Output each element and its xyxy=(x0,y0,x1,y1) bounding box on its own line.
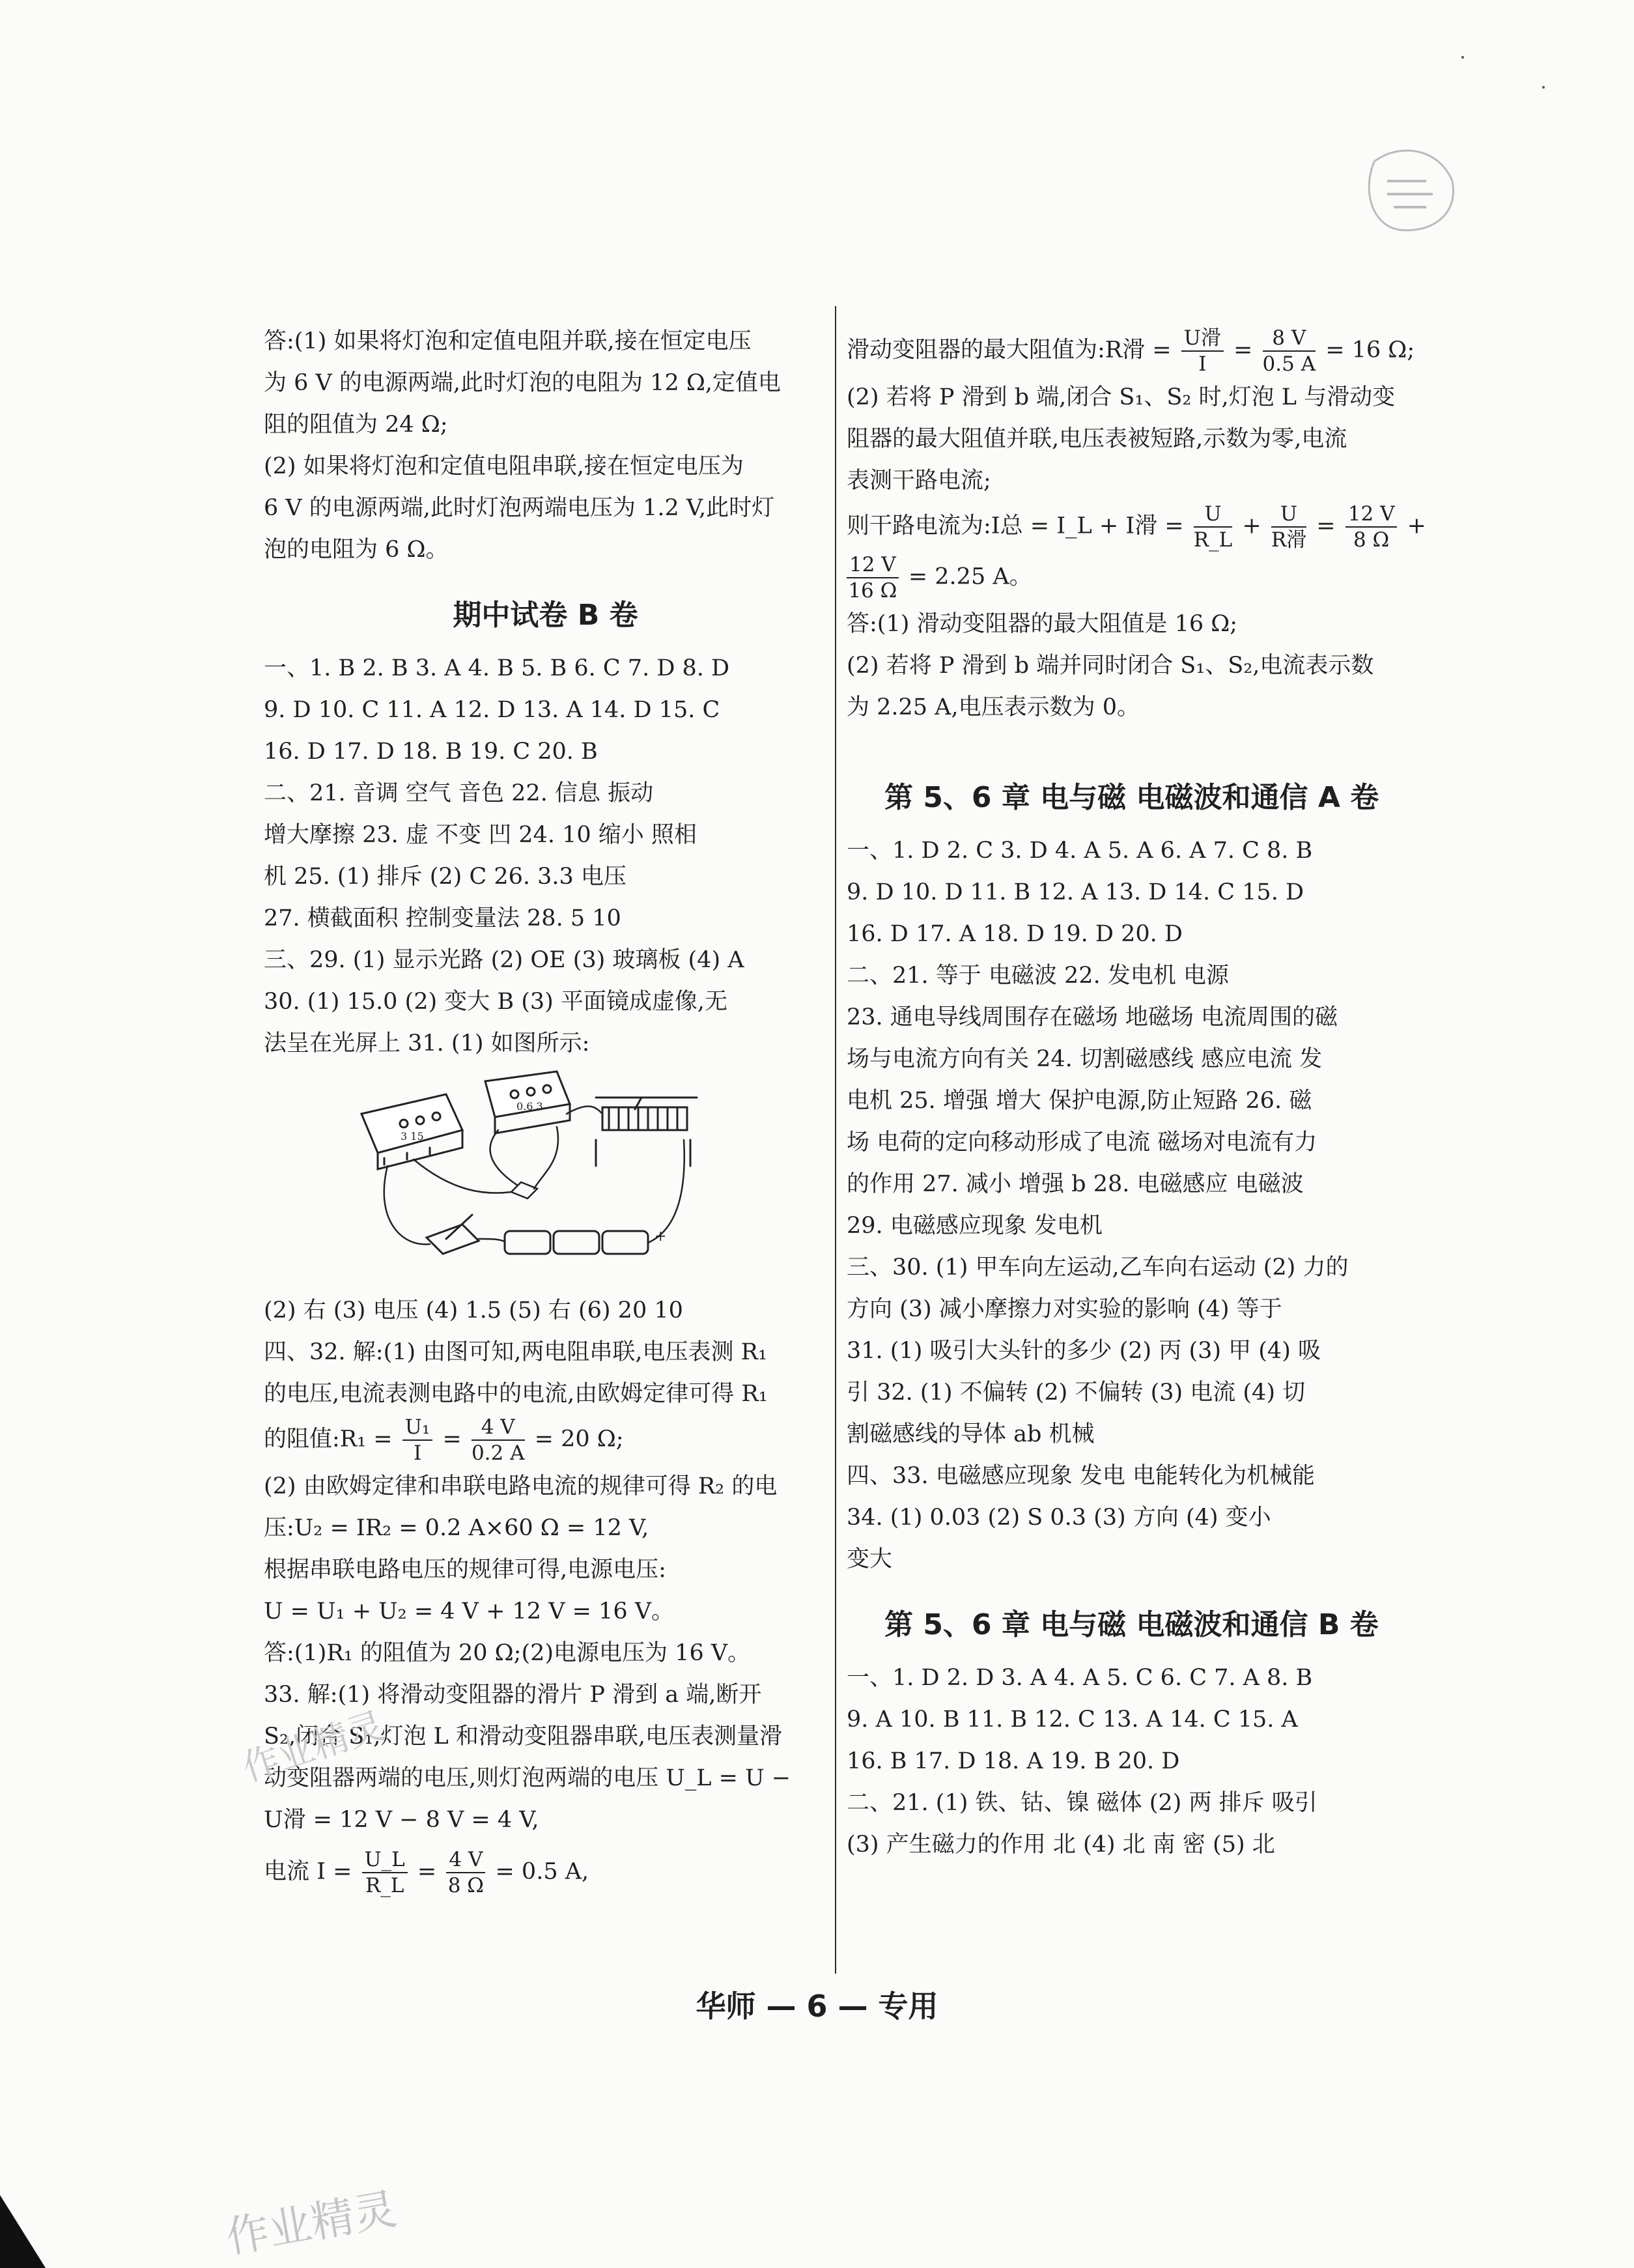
text-line: 四、32. 解:(1) 由图可知,两电阻串联,电压表测 R₁ xyxy=(264,1339,768,1365)
text-line: 割磁感线的导体 ab 机械 xyxy=(847,1421,1095,1447)
fraction: $\frac{U}{R\_L}$ xyxy=(1193,502,1233,552)
left-column xyxy=(264,320,827,1898)
text-line: 动变阻器两端的电压,则灯泡两端的电压 U_L = U − xyxy=(264,1765,791,1791)
fraction: $\frac{12 V}{8 \Omega}$ xyxy=(1345,502,1398,552)
fraction: U滑 I xyxy=(1181,326,1224,376)
text-line: U = U₁ + U₂ = 4 V + 12 V = 16 V。 xyxy=(264,1598,674,1624)
text-line: 27. 横截面积 控制变量法 28. 5 10 xyxy=(264,905,621,931)
scan-dot xyxy=(1461,56,1464,59)
text-line: 一、1. D 2. C 3. D 4. A 5. A 6. A 7. C 8. B xyxy=(847,838,1313,864)
text-line: 16. D 17. D 18. B 19. C 20. B xyxy=(264,739,598,765)
fraction: $\frac{12 V}{16 \Omega}$ xyxy=(847,552,899,603)
voltmeter-icon xyxy=(361,1094,462,1169)
rslide-formula-line: 滑动变阻器的最大阻值为:R滑 = U滑 I = $\frac{8 V}{0.5 A}$ = 16 Ω; xyxy=(847,326,1415,376)
text-line: 30. (1) 15.0 (2) 变大 B (3) 平面镜成虚像,无 xyxy=(264,989,728,1015)
text-line: 二、21. 等于 电磁波 22. 发电机 电源 xyxy=(847,963,1229,989)
text-line: 一、1. D 2. D 3. A 4. A 5. C 6. C 7. A 8. B xyxy=(847,1665,1313,1691)
text-line: 场与电流方向有关 24. 切割磁感线 感应电流 发 xyxy=(847,1046,1323,1072)
corner-mark-icon xyxy=(0,2182,52,2268)
fraction: $\frac{4 V}{8 \Omega}$ xyxy=(446,1847,485,1898)
r1-formula-line: 的阻值:R₁ = $\frac{\text{U₁}}{I}$ = $\frac{4 V}{0.2 A}$ = 20 Ω; xyxy=(264,1415,624,1465)
text-line: 二、21. 音调 空气 音色 22. 信息 振动 xyxy=(264,780,654,806)
text-line: 答:(1)R₁ 的阻值为 20 Ω;(2)电源电压为 16 V。 xyxy=(264,1640,751,1666)
text-line: 二、21. (1) 铁、钴、镍 磁体 (2) 两 排斥 吸引 xyxy=(847,1790,1317,1816)
text-line: 的电压,电流表测电路中的电流,由欧姆定律可得 R₁ xyxy=(264,1381,768,1407)
text-line: 16. D 17. A 18. D 19. D 20. D xyxy=(847,921,1183,947)
fraction: $\frac{4 V}{0.2 A}$ xyxy=(471,1415,525,1465)
chapter56-b-heading: 第 5、6 章 电与磁 电磁波和通信 B 卷 xyxy=(884,1608,1379,1641)
stamp-logo-icon xyxy=(1361,142,1459,240)
current-formula-line: 电流 I = $\frac{U\_L}{R\_L}$ = $\frac{4 V}{8 \Omega}$ = 0.5 A, xyxy=(264,1848,589,1897)
scan-dot xyxy=(1542,86,1545,89)
text-line: 阻的阻值为 24 Ω; xyxy=(264,412,448,438)
fraction: $\frac{U\_L}{R\_L}$ xyxy=(362,1847,408,1898)
left-solution-text-2 xyxy=(264,1466,827,1841)
text-line: 三、29. (1) 显示光路 (2) OE (3) 玻璃板 (4) A xyxy=(264,947,744,973)
fraction: U R滑 xyxy=(1271,502,1307,552)
total-current-formula-2: $\frac{12 V}{16 \Omega}$ = 2.25 A。 xyxy=(847,552,1430,603)
text-line: 答:(1) 如果将灯泡和定值电阻并联,接在恒定电压 xyxy=(264,328,752,354)
battery-icon xyxy=(505,1228,666,1254)
watermark-bottom: 作业精灵 xyxy=(222,2183,401,2263)
text-line: (2) 若将 P 滑到 b 端,闭合 S₁、S₂ 时,灯泡 L 与滑动变 xyxy=(847,384,1396,410)
left-solution-text xyxy=(264,1290,827,1415)
text-line: 9. A 10. B 11. B 12. C 13. A 14. C 15. A xyxy=(847,1707,1298,1733)
right-solution-text xyxy=(847,376,1430,502)
chapter56-a-heading: 第 5、6 章 电与磁 电磁波和通信 A 卷 xyxy=(884,781,1379,814)
text-line: (2) 由欧姆定律和串联电路电流的规律可得 R₂ 的电 xyxy=(264,1473,778,1499)
chapter56-a-answers xyxy=(847,830,1430,1580)
text-line: 31. (1) 吸引大头针的多少 (2) 丙 (3) 甲 (4) 吸 xyxy=(847,1338,1321,1364)
midterm-b-heading: 期中试卷 B 卷 xyxy=(453,599,638,632)
text-line: 为 2.25 A,电压表示数为 0。 xyxy=(847,694,1140,720)
text-line: 电机 25. 增强 增大 保护电源,防止短路 26. 磁 xyxy=(847,1088,1312,1114)
text-line: 法呈在光屏上 31. (1) 如图所示: xyxy=(264,1030,590,1056)
fraction: $\frac{8 V}{0.5 A}$ xyxy=(1262,326,1316,376)
right-answer-text xyxy=(847,603,1430,728)
circuit-diagram xyxy=(348,1068,713,1283)
left-intro-text xyxy=(264,320,827,571)
text-line: 泡的电阻为 6 Ω。 xyxy=(264,537,449,563)
text-line: 答:(1) 滑动变阻器的最大阻值是 16 Ω; xyxy=(847,611,1238,637)
text-line: 为 6 V 的电源两端,此时灯泡的电阻为 12 Ω,定值电 xyxy=(264,370,781,396)
text-line: 29. 电磁感应现象 发电机 xyxy=(847,1213,1103,1239)
text-line: (2) 右 (3) 电压 (4) 1.5 (5) 右 (6) 20 10 xyxy=(264,1297,683,1324)
text-line: 6 V 的电源两端,此时灯泡两端电压为 1.2 V,此时灯 xyxy=(264,495,775,521)
text-line: 场 电荷的定向移动形成了电流 磁场对电流有力 xyxy=(847,1129,1317,1155)
text-line: 23. 通电导线周围存在磁场 地磁场 电流周围的磁 xyxy=(847,1004,1338,1030)
text-line: 9. D 10. D 11. B 12. A 13. D 14. C 15. D xyxy=(847,879,1304,905)
text-line: 16. B 17. D 18. A 19. B 20. D xyxy=(847,1748,1180,1774)
text-line: 34. (1) 0.03 (2) S 0.3 (3) 方向 (4) 变小 xyxy=(847,1505,1271,1531)
svg-text:0.6 3: 0.6 3 xyxy=(516,1100,543,1113)
text-line: 一、1. B 2. B 3. A 4. B 5. B 6. C 7. D 8. D xyxy=(264,655,730,681)
svg-text:+: + xyxy=(655,1228,667,1245)
text-line: U滑 = 12 V − 8 V = 4 V, xyxy=(264,1807,539,1833)
page-footer: 华师 — 6 — 专用 xyxy=(696,1989,938,2024)
text-line: 三、30. (1) 甲车向左运动,乙车向右运动 (2) 力的 xyxy=(847,1254,1349,1281)
text-line: (2) 如果将灯泡和定值电阻串联,接在恒定电压为 xyxy=(264,453,744,479)
fraction: $\frac{\text{U₁}}{I}$ xyxy=(402,1415,433,1466)
watermark-mid: 作业精灵 xyxy=(237,1704,389,1790)
text-line: 四、33. 电磁感应现象 发电 电能转化为机械能 xyxy=(847,1463,1316,1489)
svg-text:3 15: 3 15 xyxy=(401,1130,424,1142)
total-current-formula: 则干路电流为:I总 = I_L + I滑 = $\frac{U}{R\_L}$ + U R滑 = $\frac{12 V}{8 \Omega}$ + xyxy=(847,502,1426,552)
midterm-b-answers xyxy=(264,647,827,1064)
rheostat-icon xyxy=(596,1098,697,1166)
text-line: (2) 若将 P 滑到 b 端并同时闭合 S₁、S₂,电流表示数 xyxy=(847,653,1374,679)
text-line: 33. 解:(1) 将滑动变阻器的滑片 P 滑到 a 端,断开 xyxy=(264,1682,762,1708)
text-line: 压:U₂ = IR₂ = 0.2 A×60 Ω = 12 V, xyxy=(264,1515,649,1541)
text-line: 根据串联电路电压的规律可得,电源电压: xyxy=(264,1557,666,1583)
chapter56-b-answers xyxy=(847,1657,1430,1865)
column-divider xyxy=(835,306,836,1974)
text-line: S₂,闭合 S₁,灯泡 L 和滑动变阻器串联,电压表测量滑 xyxy=(264,1723,783,1750)
text-line: 方向 (3) 减小摩擦力对实验的影响 (4) 等于 xyxy=(847,1296,1282,1322)
text-line: 增大摩擦 23. 虚 不变 凹 24. 10 缩小 照相 xyxy=(264,822,697,848)
ammeter-icon xyxy=(485,1071,570,1133)
right-column xyxy=(847,326,1430,1865)
switch-icon xyxy=(427,1215,479,1254)
text-line: 变大 xyxy=(847,1546,893,1572)
text-line: 引 32. (1) 不偏转 (2) 不偏转 (3) 电流 (4) 切 xyxy=(847,1380,1306,1406)
text-line: 9. D 10. C 11. A 12. D 13. A 14. D 15. C xyxy=(264,697,720,723)
text-line: 的作用 27. 减小 增强 b 28. 电磁感应 电磁波 xyxy=(847,1171,1304,1197)
text-line: 表测干路电流; xyxy=(847,468,991,494)
text-line: (3) 产生磁力的作用 北 (4) 北 南 密 (5) 北 xyxy=(847,1832,1275,1858)
text-line: 机 25. (1) 排斥 (2) C 26. 3.3 电压 xyxy=(264,864,627,890)
text-line: 阻器的最大阻值并联,电压表被短路,示数为零,电流 xyxy=(847,426,1347,452)
